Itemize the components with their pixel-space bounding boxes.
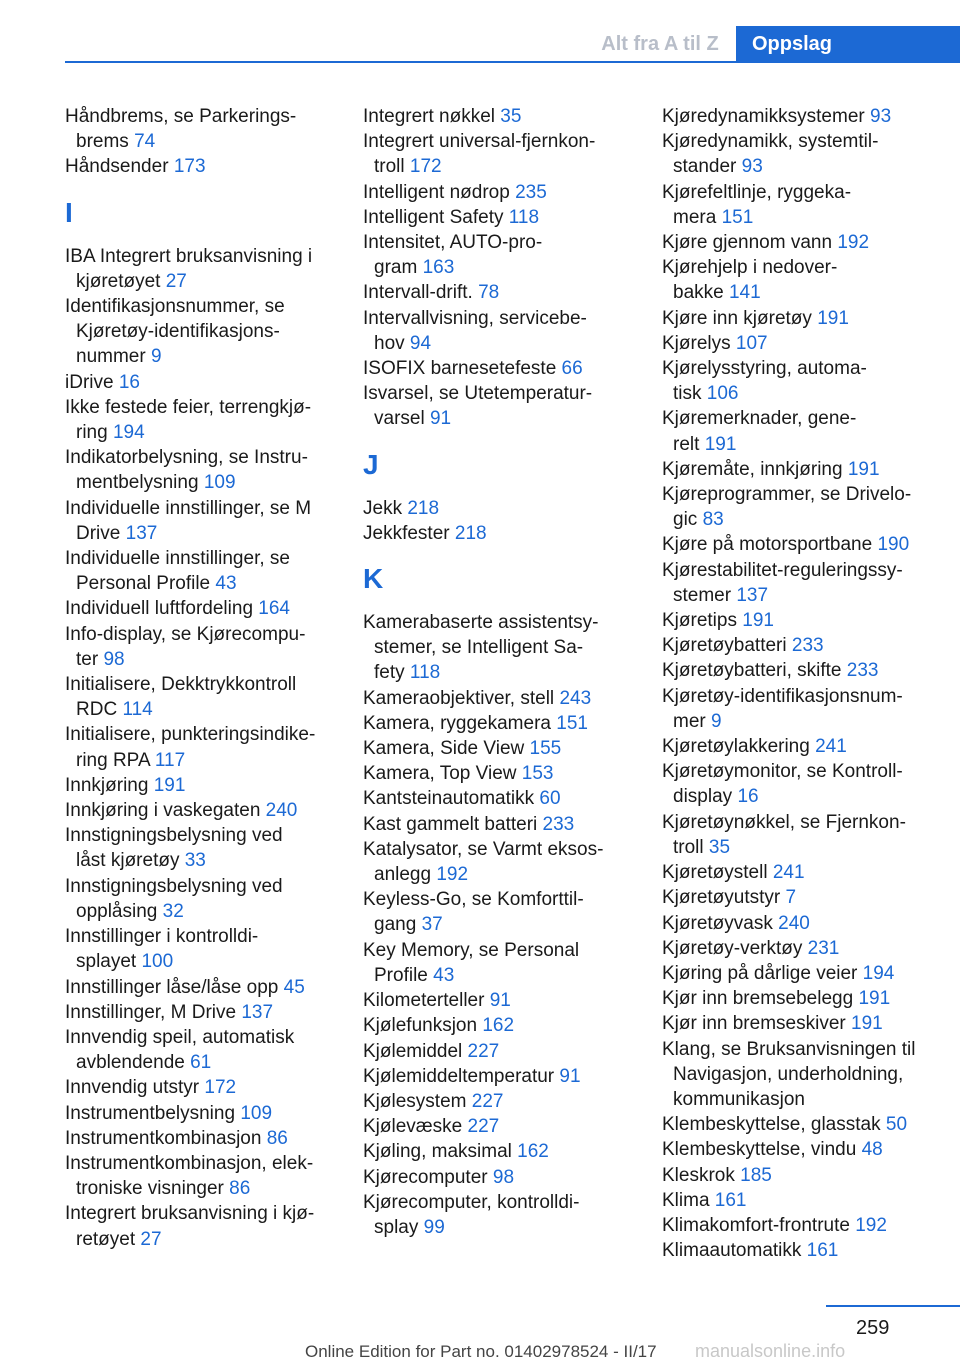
index-entry-text: Kjøredynamikk, systemtil‐ stander <box>662 131 879 178</box>
index-entry-text: Intervall-drift. <box>363 282 473 304</box>
index-entry-text: Kjøredynamikksystemer <box>662 106 865 127</box>
index-entry-text: Kjøretøylakkering <box>662 736 810 758</box>
index-entry-text: Kjør inn bremsebelegg <box>662 988 854 1010</box>
header-rule <box>65 61 960 63</box>
index-page-link[interactable]: 9 <box>150 346 162 368</box>
index-page-link[interactable]: 151 <box>721 206 754 228</box>
index-page-link[interactable]: 50 <box>885 1114 908 1136</box>
index-entry-text: Kamerabaserte assistentsy‐ stemer, se Intelligent Sa‐ fety <box>363 612 599 684</box>
index-page-link[interactable]: 37 <box>421 914 443 936</box>
index-entry-text: Kjølesystem <box>363 1090 467 1112</box>
index-entry <box>662 1188 952 1213</box>
index-entry-text: Intervallvisning, servicebe‐ hov <box>363 307 587 354</box>
index-page-link[interactable]: 233 <box>542 813 575 835</box>
index-page-link[interactable]: 191 <box>858 988 891 1010</box>
index-letter-heading: I <box>65 196 73 228</box>
index-entry-text: Klang, se Bruksanvisningen til Navigasjon, underholdning, kommunikasjon <box>662 1038 916 1110</box>
index-entry <box>662 1238 952 1263</box>
index-entry <box>363 381 635 431</box>
index-entry-text: Kjøretøybatteri, skifte <box>662 660 842 682</box>
index-entry-text: Klima <box>662 1189 710 1211</box>
index-entry-text: Kjørefeltlinje, ryggeka‐ mera <box>662 181 852 228</box>
index-entry <box>662 911 952 936</box>
index-entry-text: Key Memory, se Personal Profile <box>363 939 580 986</box>
index-page-link[interactable]: 164 <box>258 598 290 620</box>
index-entry-text: Katalysator, se Varmt eksos‐ anlegg <box>363 838 604 886</box>
index-entry <box>65 924 337 974</box>
index-entry-text: Kjøretøyvask <box>662 912 773 934</box>
index-entry-text: Individuell luftfordeling <box>65 598 254 620</box>
index-entry-text: Kjøre inn kjøretøy <box>662 307 812 329</box>
index-page-link[interactable]: 191 <box>817 307 849 329</box>
index-entry-text: Initialisere, punkteringsindike‐ ring RPA <box>65 724 316 771</box>
index-entry-text: Kamera, Side View <box>363 738 525 760</box>
index-entry <box>363 205 635 230</box>
index-entry-text: Kjølemiddel <box>363 1040 463 1062</box>
index-page-link[interactable]: 78 <box>478 282 500 304</box>
index-entry-text: Intelligent Safety <box>363 206 504 228</box>
index-entry <box>662 860 952 885</box>
index-entry-text: Kjøretøy-identifikasjonsnum‐ mer <box>662 685 903 732</box>
index-entry-text: Kamera, Top View <box>363 763 517 785</box>
index-entry <box>662 406 952 456</box>
index-page-link[interactable]: 190 <box>877 534 910 556</box>
index-page-link[interactable]: 173 <box>173 156 206 178</box>
index-entry-text: Kilometerteller <box>363 990 485 1012</box>
index-entry <box>662 633 952 658</box>
index-entry-text: Kjøreprogrammer, se Drivelo‐ gic <box>662 484 912 531</box>
index-entry <box>363 1114 635 1139</box>
index-page-link[interactable]: 235 <box>515 181 547 203</box>
index-entry-text: Integrert bruksanvisning i kjø‐ retøyet <box>65 1203 315 1250</box>
index-entry-text: Integrert universal-fjernkon‐ troll <box>363 131 596 178</box>
index-entry-text: Individuelle innstillinger, se Personal Profile <box>65 548 290 595</box>
index-page-link[interactable]: 192 <box>436 864 469 886</box>
index-page-link[interactable]: 155 <box>529 738 562 760</box>
index-entry <box>363 686 635 711</box>
index-entry-text: Kjøretøystell <box>662 862 768 884</box>
index-column-1 <box>65 104 337 1252</box>
index-entry-text: Kjørecomputer, kontrolldi‐ splay <box>363 1191 580 1238</box>
index-entry <box>363 812 635 837</box>
index-entry <box>662 532 952 557</box>
index-page-link[interactable]: 227 <box>471 1090 504 1112</box>
index-entry-text: iDrive <box>65 371 114 393</box>
index-entry-text: Kleskrok <box>662 1164 735 1186</box>
index-entry <box>363 1190 635 1240</box>
index-page-link[interactable]: 240 <box>778 912 810 934</box>
index-entry <box>65 496 337 546</box>
index-entry-text: Kast gammelt batteri <box>363 813 538 835</box>
index-page-link[interactable]: 109 <box>203 472 236 494</box>
index-page-link[interactable]: 35 <box>708 836 731 858</box>
index-entry-text: Jekkfester <box>363 522 450 544</box>
index-entry <box>662 936 952 961</box>
index-page-link[interactable]: 93 <box>741 156 763 178</box>
index-page-link[interactable]: 241 <box>772 862 805 884</box>
index-entry-text: Innvendig speil, automatisk avblendende <box>65 1026 295 1074</box>
index-entry-text: Kjølevæske <box>363 1116 463 1138</box>
index-entry-text: Innkjøring i vaskegaten <box>65 800 261 822</box>
index-entry <box>363 521 635 546</box>
index-entry <box>65 622 337 672</box>
index-entry-text: Jekk <box>363 497 403 519</box>
index-letter-heading: K <box>363 563 384 595</box>
index-entry-text: ISOFIX barnesetefeste <box>363 358 557 380</box>
index-entry <box>662 255 952 305</box>
index-page-link[interactable]: 162 <box>482 1015 515 1037</box>
index-entry <box>662 1137 952 1162</box>
index-entry <box>363 129 635 179</box>
index-entry <box>363 938 635 988</box>
index-page-link[interactable]: 185 <box>740 1164 772 1186</box>
index-entry <box>363 1013 635 1038</box>
index-page-link[interactable]: 45 <box>283 976 305 998</box>
index-page-link[interactable]: 16 <box>118 371 140 393</box>
index-page-link[interactable]: 94 <box>409 332 432 354</box>
index-entry <box>662 482 952 532</box>
index-entry-text: Kjøremerknader, gene‐ relt <box>662 408 857 455</box>
index-page-link[interactable]: 99 <box>423 1216 445 1238</box>
page-number: 259 <box>856 1317 890 1339</box>
header-section-tab: Alt fra A til Z <box>601 32 719 55</box>
index-entry <box>662 684 952 734</box>
index-entry-text: Klembeskyttelse, vindu <box>662 1139 857 1161</box>
index-page-link[interactable]: 91 <box>489 990 511 1012</box>
index-entry-text: Intelligent nødrop <box>363 181 510 203</box>
index-entry-text: Innstillinger, M Drive <box>65 1001 237 1023</box>
index-entry <box>662 230 952 255</box>
index-page-link[interactable]: 137 <box>241 1001 274 1023</box>
index-page-link[interactable]: 83 <box>702 509 724 531</box>
index-entry <box>662 1112 952 1137</box>
index-entry <box>363 1165 635 1190</box>
index-page-link[interactable]: 91 <box>559 1065 581 1087</box>
index-entry <box>65 1075 337 1100</box>
index-entry <box>662 1213 952 1238</box>
index-column-2 <box>363 104 635 1240</box>
index-entry-text: Innstillinger låse/låse opp <box>65 976 279 998</box>
index-page-link[interactable]: 151 <box>556 712 588 734</box>
index-entry-text: Kjørecomputer <box>363 1166 488 1188</box>
index-entry-text: Kjøretøymonitor, se Kontroll‐ display <box>662 761 903 808</box>
index-entry <box>65 1151 337 1201</box>
header-chapter-tab: Oppslag <box>736 26 960 62</box>
index-entry-text: Integrert nøkkel <box>363 106 495 127</box>
index-page-link[interactable]: 194 <box>112 422 145 444</box>
index-entry <box>363 496 635 521</box>
index-entry-text: Kjøre på motorsportbane <box>662 534 873 556</box>
index-entry-text: Isvarsel, se Utetemperatur‐ varsel <box>363 383 593 430</box>
index-entry <box>65 823 337 873</box>
index-entry <box>662 658 952 683</box>
index-page-link[interactable]: 172 <box>204 1077 237 1099</box>
index-entry-text: Instrumentbelysning <box>65 1102 236 1124</box>
index-page-link[interactable]: 172 <box>409 156 442 178</box>
index-entry <box>662 810 952 860</box>
index-entry <box>662 1037 952 1113</box>
index-entry <box>65 975 337 1000</box>
index-entry <box>363 180 635 205</box>
index-page-link[interactable]: 161 <box>806 1240 839 1262</box>
index-entry <box>65 1000 337 1025</box>
index-page-link[interactable]: 141 <box>728 282 761 304</box>
index-entry <box>662 356 952 406</box>
index-entry-text: Kjøretøynøkkel, se Fjernkon‐ troll <box>662 811 906 858</box>
index-entry-text: Kjørelys <box>662 332 731 354</box>
index-entry <box>65 244 337 294</box>
edition-note: Online Edition for Part no. 01402978524 - II/17 <box>305 1342 657 1361</box>
index-entry <box>363 837 635 887</box>
index-entry-text: Innvendig utstyr <box>65 1077 200 1099</box>
index-page-link[interactable]: 118 <box>409 662 441 684</box>
index-page-link[interactable]: 100 <box>141 951 174 973</box>
index-page-link[interactable]: 43 <box>215 573 237 595</box>
index-page-link[interactable]: 153 <box>521 763 554 785</box>
index-page-link[interactable]: 191 <box>153 774 186 796</box>
index-entry-text: Initialisere, Dekktrykkontroll RDC <box>65 674 297 721</box>
index-entry <box>65 874 337 924</box>
index-entry <box>363 1064 635 1089</box>
index-entry <box>662 457 952 482</box>
index-entry <box>662 180 952 230</box>
index-entry <box>363 711 635 736</box>
index-entry-text: Kjør inn bremseskiver <box>662 1013 846 1035</box>
index-page-link[interactable]: 16 <box>737 786 759 808</box>
index-entry <box>662 331 952 356</box>
index-entry-text: Kjøretips <box>662 610 737 632</box>
index-page-link[interactable]: 98 <box>103 648 125 670</box>
index-page-link[interactable]: 98 <box>492 1166 515 1188</box>
index-entry-text: Håndbrems, se Parkerings‐ brems <box>65 106 297 153</box>
index-page-link[interactable]: 191 <box>742 610 774 632</box>
index-entry-text: Kamera, ryggekamera <box>363 712 551 734</box>
index-entry <box>65 596 337 621</box>
index-entry <box>662 306 952 331</box>
index-entry-text: Innstillinger i kontrolldi‐ splayet <box>65 926 259 973</box>
index-page-link[interactable]: 161 <box>714 1189 747 1211</box>
index-entry <box>65 798 337 823</box>
index-page-link[interactable]: 9 <box>711 710 722 732</box>
index-page-link[interactable]: 162 <box>517 1141 549 1163</box>
index-entry-text: Håndsender <box>65 156 169 178</box>
index-entry-text: Kjøretøyutstyr <box>662 887 781 909</box>
index-entry-text: Kjøre gjennom vann <box>662 232 833 254</box>
watermark: manualsonline.info <box>695 1341 846 1361</box>
index-entry <box>65 294 337 370</box>
index-entry-text: Kjølemiddeltemperatur <box>363 1065 555 1087</box>
index-page-link[interactable]: 61 <box>190 1052 212 1074</box>
index-entry-text: Indikatorbelysning, se Instru‐ mentbelysning <box>65 447 308 494</box>
index-entry-text: Instrumentkombinasjon, elek‐ troniske visninger <box>65 1152 314 1200</box>
index-page-link[interactable]: 191 <box>704 433 737 455</box>
index-entry <box>65 104 337 154</box>
index-page-link[interactable]: 233 <box>791 635 824 657</box>
index-entry <box>363 230 635 280</box>
index-entry-text: Info-display, se Kjørecompu‐ ter <box>65 623 306 670</box>
index-page-link[interactable]: 86 <box>266 1127 288 1149</box>
index-page-link[interactable]: 194 <box>862 962 895 984</box>
index-entry-text: Klimakomfort-frontrute <box>662 1214 850 1236</box>
index-page-link[interactable]: 231 <box>807 937 840 959</box>
index-page-link[interactable]: 109 <box>240 1102 273 1124</box>
index-entry-text: Kjørehjelp i nedover‐ bakke <box>662 257 838 304</box>
index-entry-text: Ikke festede feier, terrengkjø‐ ring <box>65 396 312 444</box>
index-letter-heading: J <box>363 448 379 480</box>
index-entry <box>363 280 635 305</box>
index-page-link[interactable]: 191 <box>847 458 880 480</box>
index-page-link[interactable]: 32 <box>162 900 184 922</box>
index-page-link[interactable]: 66 <box>561 358 583 380</box>
index-page-link[interactable]: 107 <box>735 332 768 354</box>
index-entry <box>662 759 952 809</box>
index-page-link[interactable]: 74 <box>134 131 156 153</box>
index-entry-text: Kjøring på dårlige veier <box>662 962 858 984</box>
index-page-link[interactable]: 137 <box>736 584 769 606</box>
index-entry-text: Kameraobjektiver, stell <box>363 687 555 709</box>
index-entry-text: Individuelle innstillinger, se M Drive <box>65 497 312 544</box>
index-entry-text: Kjølefunksjon <box>363 1015 478 1037</box>
index-entry <box>662 734 952 759</box>
index-page-link[interactable]: 117 <box>154 749 186 771</box>
index-entry <box>363 104 635 129</box>
index-page-link[interactable]: 163 <box>422 257 455 279</box>
index-entry-text: Kjørelysstyring, automa‐ tisk <box>662 358 867 405</box>
index-entry-text: Kjøretøybatteri <box>662 635 787 657</box>
index-entry <box>363 736 635 761</box>
index-page-link[interactable]: 240 <box>265 800 298 822</box>
index-entry-text: Kjøremåte, innkjøring <box>662 458 843 480</box>
index-entry <box>65 546 337 596</box>
index-entry-text: Kjøretøy-verktøy <box>662 937 803 959</box>
index-page-link[interactable]: 93 <box>870 106 892 127</box>
index-entry <box>65 1126 337 1151</box>
index-entry <box>65 395 337 445</box>
index-entry <box>65 672 337 722</box>
index-entry-text: Kantsteinautomatikk <box>363 788 535 810</box>
index-entry-text: Kjøling, maksimal <box>363 1141 512 1163</box>
index-entry <box>662 104 952 129</box>
index-page-link[interactable]: 191 <box>851 1013 883 1035</box>
index-page-link[interactable]: 27 <box>140 1228 162 1250</box>
index-entry-text: Innstigningsbelysning ved låst kjøretøy <box>65 825 283 872</box>
index-entry <box>363 610 635 686</box>
index-page-link[interactable]: 43 <box>433 964 455 986</box>
index-entry-text: Kjørestabilitet-reguleringssy‐ stemer <box>662 559 903 606</box>
index-entry <box>662 986 952 1011</box>
index-entry <box>662 1163 952 1188</box>
index-page-link[interactable]: 233 <box>846 660 879 682</box>
index-entry-text: Identifikasjonsnummer, se Kjøretøy-identifikasjons‐ nummer <box>65 296 285 368</box>
index-entry <box>65 1201 337 1251</box>
index-page-link[interactable]: 106 <box>706 383 739 405</box>
index-entry-text: Klimaautomatikk <box>662 1240 802 1262</box>
index-entry <box>662 129 952 179</box>
index-entry <box>363 1089 635 1114</box>
index-page-link[interactable]: 227 <box>467 1116 500 1138</box>
index-entry <box>363 1139 635 1164</box>
index-entry <box>65 154 337 179</box>
index-entry <box>662 558 952 608</box>
index-entry-text: IBA Integrert bruksanvisning i kjøretøyet <box>65 245 313 292</box>
index-entry <box>363 306 635 356</box>
index-entry <box>662 885 952 910</box>
index-page-link[interactable]: 114 <box>122 699 153 721</box>
index-entry <box>65 1101 337 1126</box>
index-entry-text: Instrumentkombinasjon <box>65 1127 262 1149</box>
index-entry <box>363 1039 635 1064</box>
index-entry <box>662 961 952 986</box>
index-page-link[interactable]: 227 <box>467 1040 500 1062</box>
index-entry <box>65 773 337 798</box>
index-page-link[interactable]: 27 <box>165 270 187 292</box>
index-page-link[interactable]: 33 <box>184 850 206 872</box>
footer-rule <box>826 1305 960 1307</box>
index-page-link[interactable]: 91 <box>429 408 452 430</box>
index-entry <box>363 887 635 937</box>
index-entry <box>363 786 635 811</box>
index-page-link[interactable]: 86 <box>229 1178 251 1200</box>
index-page-link[interactable]: 192 <box>855 1214 887 1236</box>
index-column-3 <box>662 104 952 1263</box>
index-page-link[interactable]: 192 <box>837 232 870 254</box>
index-entry <box>363 356 635 381</box>
index-page-link[interactable]: 7 <box>785 887 797 909</box>
index-page-link[interactable]: 137 <box>125 522 158 544</box>
index-entry <box>65 1025 337 1075</box>
index-page-link[interactable]: 35 <box>500 106 522 127</box>
index-entry <box>363 988 635 1013</box>
index-page-link[interactable]: 243 <box>559 687 592 709</box>
index-entry-text: Intensitet, AUTO-pro‐ gram <box>363 232 543 279</box>
index-page-link[interactable]: 60 <box>539 788 561 810</box>
index-entry <box>65 445 337 495</box>
index-page-link[interactable]: 218 <box>407 497 440 519</box>
index-entry <box>662 608 952 633</box>
index-page-link[interactable]: 218 <box>454 522 487 544</box>
index-entry <box>65 722 337 772</box>
index-page-link[interactable]: 241 <box>815 736 847 758</box>
index-entry <box>662 1011 952 1036</box>
index-entry-text: Klembeskyttelse, glasstak <box>662 1114 881 1136</box>
index-page-link[interactable]: 118 <box>508 206 540 228</box>
index-entry <box>363 761 635 786</box>
index-entry-text: Keyless-Go, se Komforttil‐ gang <box>363 889 584 936</box>
index-page-link[interactable]: 48 <box>861 1139 883 1161</box>
index-entry-text: Innstigningsbelysning ved opplåsing <box>65 875 283 922</box>
index-entry-text: Innkjøring <box>65 774 149 796</box>
index-entry <box>65 370 337 395</box>
